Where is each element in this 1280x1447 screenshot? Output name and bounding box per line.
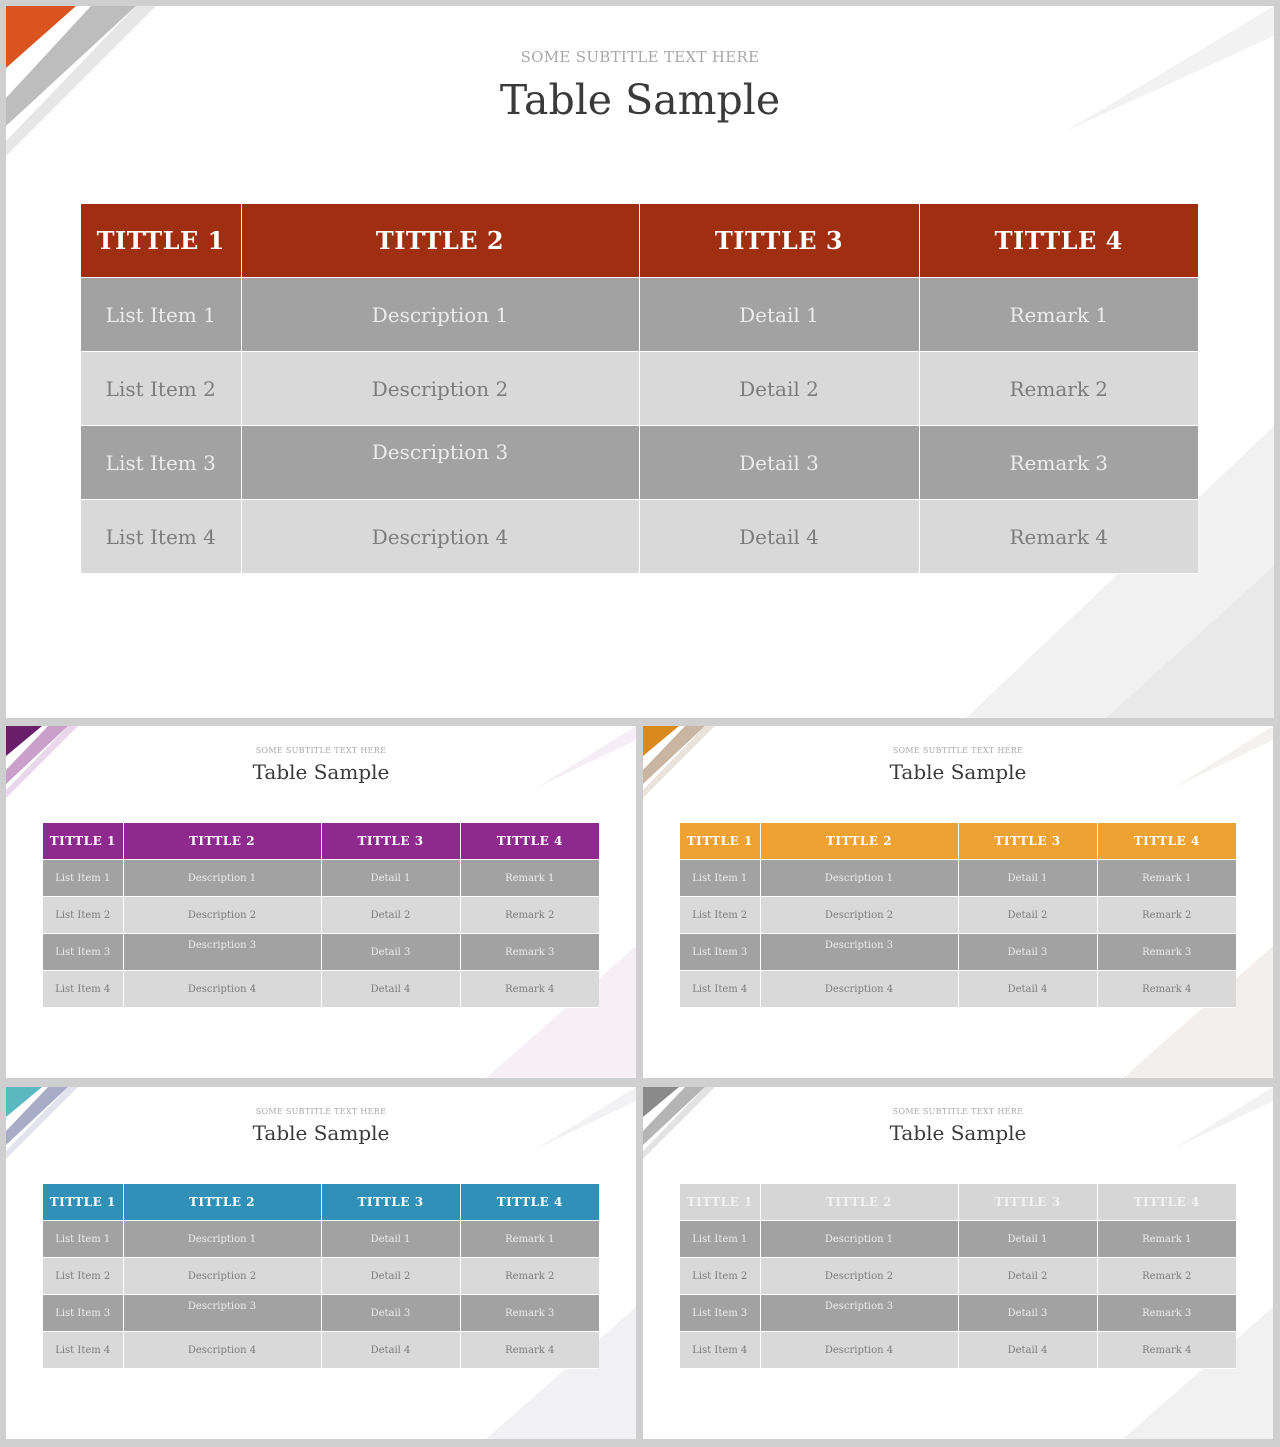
table-cell: Description 2 (760, 897, 958, 934)
table-cell: Remark 3 (1097, 934, 1236, 971)
table-cell: Detail 4 (958, 971, 1097, 1008)
table-cell: Detail 1 (958, 860, 1097, 897)
table-cell: Description 4 (123, 1332, 321, 1369)
table-header-cell: TITTLE 1 (680, 1184, 760, 1221)
table-cell: List Item 2 (680, 897, 760, 934)
table-cell: Remark 4 (919, 500, 1198, 574)
table-cell: Description 3 (241, 426, 639, 500)
table-cell: List Item 4 (81, 500, 241, 574)
slide-subtitle: SOME SUBTITLE TEXT HERE (255, 746, 387, 755)
slide-title: Table Sample (252, 760, 390, 784)
table-cell: List Item 1 (81, 278, 241, 352)
table-row (81, 500, 1198, 574)
table-cell: Remark 1 (1097, 1221, 1236, 1258)
data-table (43, 1184, 599, 1369)
table-cell: List Item 1 (680, 1221, 760, 1258)
table-row (680, 1221, 1236, 1258)
table-row (43, 934, 599, 971)
data-table (680, 823, 1236, 1008)
table-cell: Description 4 (760, 971, 958, 1008)
table-cell: Description 3 (760, 1295, 958, 1332)
table-cell: Description 1 (760, 1221, 958, 1258)
table-cell: Remark 1 (460, 860, 599, 897)
slide-main (6, 6, 1274, 718)
table-cell: Detail 1 (639, 278, 919, 352)
slide-subtitle: SOME SUBTITLE TEXT HERE (520, 48, 760, 66)
table-cell: Remark 3 (919, 426, 1198, 500)
table-header-cell: TITTLE 3 (958, 1184, 1097, 1221)
table-row (43, 860, 599, 897)
table-header-cell: TITTLE 4 (1097, 1184, 1236, 1221)
slide-thumbnail-purple[interactable] (6, 726, 636, 1078)
slide-thumbnail-orange[interactable] (643, 726, 1273, 1078)
slide-title: Table Sample (252, 1121, 390, 1145)
table-cell: List Item 1 (680, 860, 760, 897)
table-header-cell: TITTLE 2 (123, 823, 321, 860)
table-cell: Remark 4 (460, 971, 599, 1008)
table-cell: Remark 2 (1097, 897, 1236, 934)
table-row (81, 352, 1198, 426)
table-cell: Remark 1 (1097, 860, 1236, 897)
slide-subtitle: SOME SUBTITLE TEXT HERE (892, 746, 1024, 755)
table-cell: Remark 2 (460, 1258, 599, 1295)
table-cell: List Item 2 (43, 897, 123, 934)
table-row (680, 934, 1236, 971)
table-cell: Description 2 (241, 352, 639, 426)
table-cell: List Item 3 (81, 426, 241, 500)
table-cell: Description 4 (241, 500, 639, 574)
table-cell: Remark 3 (460, 1295, 599, 1332)
table-cell: Detail 1 (958, 1221, 1097, 1258)
table-cell: List Item 2 (81, 352, 241, 426)
table-cell: Remark 4 (460, 1332, 599, 1369)
table-cell: List Item 4 (43, 971, 123, 1008)
table-cell: List Item 3 (680, 1295, 760, 1332)
table-cell: Description 3 (123, 934, 321, 971)
table-cell: Detail 2 (321, 1258, 460, 1295)
table-cell: Detail 3 (321, 934, 460, 971)
table-cell: Description 2 (123, 1258, 321, 1295)
table-cell: Detail 2 (958, 1258, 1097, 1295)
table-cell: Detail 3 (958, 1295, 1097, 1332)
table-cell: List Item 2 (680, 1258, 760, 1295)
table-cell: Description 4 (760, 1332, 958, 1369)
table-cell: Detail 2 (958, 897, 1097, 934)
table-cell: Description 1 (241, 278, 639, 352)
table-cell: Description 3 (760, 934, 958, 971)
table-cell: Detail 3 (639, 426, 919, 500)
table-row (680, 860, 1236, 897)
table-cell: Detail 2 (639, 352, 919, 426)
table-row (43, 1295, 599, 1332)
slide-thumbnail-gray[interactable] (643, 1087, 1273, 1439)
table-header-row (81, 204, 1198, 278)
table-row (680, 1258, 1236, 1295)
table-cell: Remark 1 (460, 1221, 599, 1258)
table-cell: Remark 3 (1097, 1295, 1236, 1332)
table-row (680, 971, 1236, 1008)
table-header-cell: TITTLE 4 (1097, 823, 1236, 860)
table-cell: List Item 1 (43, 1221, 123, 1258)
table-cell: Detail 4 (321, 1332, 460, 1369)
table-header-cell: TITTLE 3 (321, 823, 460, 860)
table-cell: Detail 3 (958, 934, 1097, 971)
table-header-cell: TITTLE 4 (919, 204, 1198, 278)
table-cell: List Item 3 (43, 1295, 123, 1332)
data-table (81, 204, 1198, 574)
table-header-row (680, 1184, 1236, 1221)
table-cell: Description 1 (760, 860, 958, 897)
table-header-cell: TITTLE 3 (321, 1184, 460, 1221)
table-row (43, 1258, 599, 1295)
table-header-row (680, 823, 1236, 860)
table-header-cell: TITTLE 1 (680, 823, 760, 860)
table-cell: Detail 4 (958, 1332, 1097, 1369)
table-row (81, 426, 1198, 500)
table-row (43, 1221, 599, 1258)
slide-title: Table Sample (889, 760, 1027, 784)
table-header-row (43, 823, 599, 860)
table-header-cell: TITTLE 2 (123, 1184, 321, 1221)
table-header-cell: TITTLE 2 (241, 204, 639, 278)
table-cell: Detail 4 (321, 971, 460, 1008)
table-cell: Description 1 (123, 860, 321, 897)
slide-subtitle: SOME SUBTITLE TEXT HERE (892, 1107, 1024, 1116)
data-table (680, 1184, 1236, 1369)
table-cell: List Item 4 (680, 971, 760, 1008)
table-cell: Description 3 (123, 1295, 321, 1332)
table-cell: Description 1 (123, 1221, 321, 1258)
table-cell: Description 2 (123, 897, 321, 934)
table-cell: Remark 4 (1097, 971, 1236, 1008)
table-cell: Remark 1 (919, 278, 1198, 352)
table-row (680, 897, 1236, 934)
table-header-cell: TITTLE 1 (43, 823, 123, 860)
table-cell: Detail 2 (321, 897, 460, 934)
table-cell: List Item 3 (680, 934, 760, 971)
table-header-cell: TITTLE 2 (760, 1184, 958, 1221)
table-header-cell: TITTLE 1 (81, 204, 241, 278)
table-cell: Detail 3 (321, 1295, 460, 1332)
table-header-cell: TITTLE 2 (760, 823, 958, 860)
table-cell: List Item 2 (43, 1258, 123, 1295)
table-cell: Detail 1 (321, 1221, 460, 1258)
slide-title: Table Sample (499, 76, 781, 124)
table-header-cell: TITTLE 3 (639, 204, 919, 278)
data-table (43, 823, 599, 1008)
table-cell: Detail 4 (639, 500, 919, 574)
table-row (680, 1295, 1236, 1332)
table-row (43, 897, 599, 934)
table-row (680, 1332, 1236, 1369)
table-cell: Remark 2 (460, 897, 599, 934)
table-row (43, 1332, 599, 1369)
table-header-row (43, 1184, 599, 1221)
table-cell: Remark 2 (919, 352, 1198, 426)
table-header-cell: TITTLE 4 (460, 1184, 599, 1221)
table-cell: Remark 3 (460, 934, 599, 971)
table-cell: List Item 3 (43, 934, 123, 971)
slide-title: Table Sample (889, 1121, 1027, 1145)
table-cell: List Item 1 (43, 860, 123, 897)
table-header-cell: TITTLE 3 (958, 823, 1097, 860)
table-row (43, 971, 599, 1008)
table-cell: Description 2 (760, 1258, 958, 1295)
table-cell: Remark 2 (1097, 1258, 1236, 1295)
table-row (81, 278, 1198, 352)
slide-subtitle: SOME SUBTITLE TEXT HERE (255, 1107, 387, 1116)
table-cell: List Item 4 (43, 1332, 123, 1369)
table-header-cell: TITTLE 4 (460, 823, 599, 860)
table-header-cell: TITTLE 1 (43, 1184, 123, 1221)
table-cell: Remark 4 (1097, 1332, 1236, 1369)
table-cell: Description 4 (123, 971, 321, 1008)
table-cell: List Item 4 (680, 1332, 760, 1369)
table-cell: Detail 1 (321, 860, 460, 897)
slide-thumbnail-teal[interactable] (6, 1087, 636, 1439)
